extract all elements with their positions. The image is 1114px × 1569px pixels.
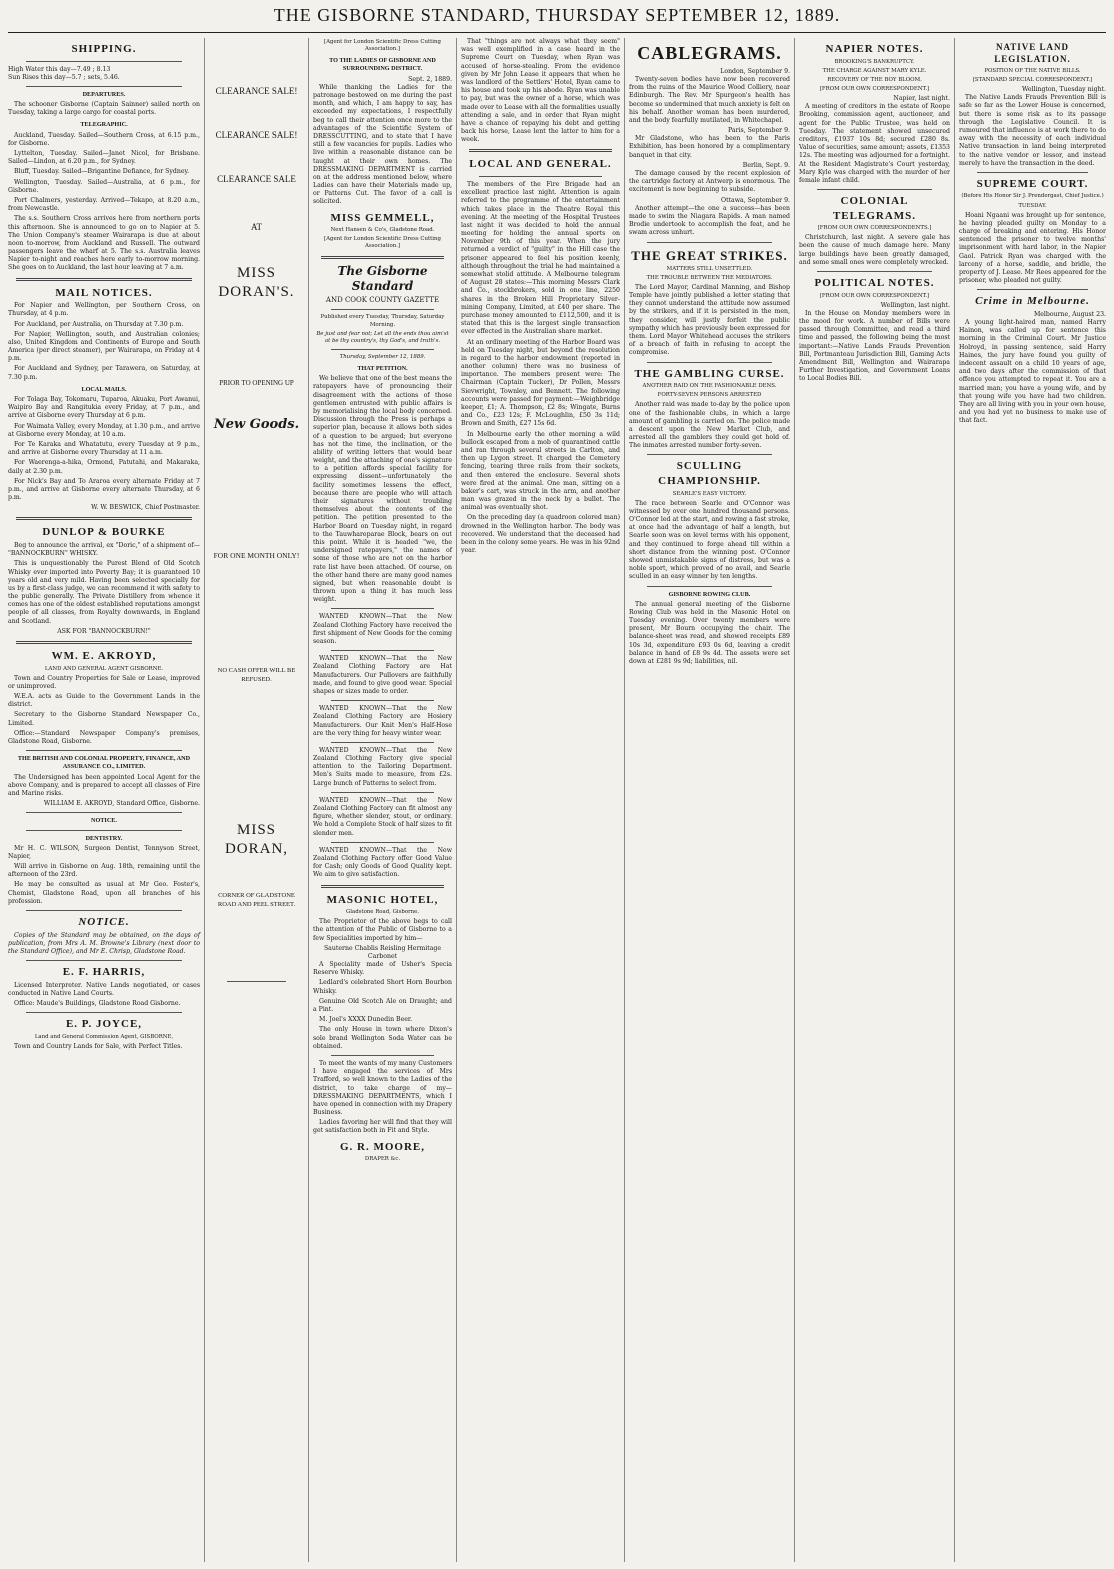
petition-text: We believe that one of the best means the ratepayers have of pronouncing their disagreement with the actions of those gentlemen entrusted with public affairs is by memorialising the local body concerned. Discussion through the Press is perhaps a superior plan, because it allows both sides of a question to be argued; but everyone has not the time, the inclination, or the ability of writing letters that would bear weight, and the attaching of one's signature to a petition affords special facility for expressing dissent—unfortunately the facility sometimes lessens the effect, because there are people who will attach their signatures without troubling themselves about the contents of the petition. The petition presented to the Harbor Board on Tuesday night, in regard to the Tauwhareparae Block, bears on out this point. While it is headed "we, the undersigned ratepayers," the names of some of those who are not on the harbor rate list have been attached. Of course, on the other hand there are many good names signed, but when reasonable doubt is thrown upon a thing it has much less weight. (313, 375, 452, 604)
masonic-address: Gladstone Road, Gisborne. (345, 909, 420, 916)
gemmell-name: MISS GEMMELL, (330, 211, 435, 224)
wanted-known-ad: WANTED KNOWN—That the New Zealand Clothing Factory have received the first shipment of New Goods for the coming season. (313, 613, 452, 646)
divider (26, 812, 182, 813)
akroyd-guide: W.E.A. acts as Guide to the Government Lands in the district. (8, 693, 200, 709)
cablegrams-heading: CABLEGRAMS. (637, 43, 782, 63)
strikes-heading: THE GREAT STRIKES. (631, 247, 788, 263)
high-water: High Water this day—7.49 ; 8.13 (8, 65, 111, 73)
masthead-rule (8, 32, 1106, 33)
telegraphic-item: Bluff, Tuesday. Sailed—Brigantine Defiance, for Sydney. (14, 168, 190, 176)
divider (227, 981, 286, 982)
akroyd-heading: WM. E. AKROYD, (51, 650, 157, 663)
ask-for: ASK FOR "BANNOCKBURN!" (57, 627, 151, 635)
divider (26, 61, 182, 62)
clearance-sale-2: CLEARANCE SALE! (215, 129, 298, 140)
gambling-text: Another raid was made to-day by the police upon one of the fashionable clubs, in which a large amount of gambling is carried on. The police made a descent upon the New Market Club, and arrested all the gamblers they could get hold of. The inmates arrested number forty-seven. (629, 401, 790, 450)
harris-heading: E. F. HARRIS, (62, 966, 146, 979)
local-mail-item: For Nick's Bay and To Araroa every alternate Friday at 7 p.m., and arrive at Gisborne every alternate Thursday, at 6 p.m. (8, 477, 200, 502)
divider (977, 172, 1088, 173)
divider (479, 176, 602, 177)
divider (331, 792, 434, 793)
divider (26, 830, 182, 831)
dunlop-body: This is unquestionably the Purest Blend of Old Scotch Whisky ever imported into Poverty Bay; it is guaranteed 10 years old and very mild. Having been selected specially for us by a first-class judge, we can recommend it with safety to the public generally. The Private Distillery from whence it comes has one of the oldest established reputations amongst people of all classes, from Royalty downwards, in England and Scotland. (8, 560, 200, 625)
local-mail-item: For Waimata Valley, every Monday, at 1.30 p.m., and arrive at Gisborne every Monday, at 10 a.m. (8, 422, 200, 438)
prior-to-opening: PRIOR TO OPENING UP (219, 379, 294, 388)
napier-sub2: THE CHARGE AGAINST MARY KYLE. (822, 67, 927, 74)
sun-times: Sun Rises this day—5.7 ; sets, 5.46. (8, 73, 120, 81)
notice2-heading: NOTICE. (78, 916, 130, 928)
column-6 (794, 38, 954, 1562)
divider (817, 189, 932, 190)
wine-list: Sauterne Chablis Reisling Hermitage Carbonet (323, 944, 442, 960)
shipping-note: The s.s. Southern Cross arrives here from northern ports this afternoon. She is announced to go on to Napier at 5. The Union Company's steamer Wairarapa is due at about noon to-morrow, from Auckland and Russell. The outward passengers leave the wharf at 5. The s.s. Australia leaves Napier to-night and reaches here early to-morrow morning. She goes on to Auckland, the last hour leaving at 7 a.m. (8, 215, 200, 272)
harbor-board-text: At an ordinary meeting of the Harbor Board was held on Tuesday night, but beyond the resolution in regard to the harbor endowment (reported in another column) there was no business of importance. The members present were: The Chairman (Captain Tucker), Dr Pollen, Messrs Sievwright, Townley, and Bennett. The following accounts were passed for payment:—Weighbridge keeper, £1; A. Thompson, £2 8s; Wingate, Burns and Co., £23 12s; F. McLoughlin, £50 3s 11d; Brown and Smith, £27 15s 6d. (461, 338, 620, 428)
agent-note: [Agent for London Scientific Dress Cutting Association.] (324, 39, 441, 53)
postmaster-signature: W. W. BESWICK, Chief Postmaster. (91, 504, 200, 512)
departures-heading: DEPARTURES. (82, 90, 126, 98)
strikes-sub: MATTERS STILL UNSETTLED. (666, 265, 753, 272)
divider (331, 309, 434, 310)
local-general-text: The members of the Fire Brigade had an excellent practice last night. Attention is again referred to the programme of the entertainment which takes place in the Theatre Royal this evening. At the meeting of the Hospital Trustees last night it was decided to hold the annual meeting for holding the annual sports on November 9th of this year. When the jury returned a verdict of "guilty" in the Hill case the prisoner appeared to feel his position keenly, although throughout the trial he had maintained a somewhat stolid attitude. A Melbourne telegram of August 28 states:—This morning Messrs Clark and Co., stockbrokers, sold in one line, 2250 shares in the Broken Hill Proprietary Silver-mining Company, Limited, at £40 per share. The purchase money amounted to £112,500, and it is stated that this is the largest single transaction ever effected in the Australian share market. (461, 180, 620, 336)
colonial-heading: COLONIAL TELEGRAMS. (832, 195, 917, 222)
drowning-text: On the preceding day (a quadroon colored man) drowned in the Wellington harbor. The body was recovered. We understand that the deceased had been in the colony some years. He was in his 92nd year. (461, 514, 620, 555)
new-goods: New Goods. (213, 417, 300, 433)
gambling-sub: ANOTHER RAID ON THE FASHIONABLE DENS. (642, 383, 777, 390)
political-heading: POLITICAL NOTES. (814, 276, 935, 289)
telegraphic-heading: TELEGRAPHIC. (80, 121, 128, 129)
divider (331, 842, 434, 843)
melbourne-bullock-text: In Melbourne early the other morning a wild bullock escaped from a mob of quarantined cattle and ran through several streets in Carlton, and then up Lygon street. It charged the Cemetery fencing, tearing three rails from their sockets, and then entered the enclosure. Several shots were fired at the animal. One man, sitting on a baker's cart, was struck in the arm, and another man was grazed in the neck by a bullet. The animal was eventually shot. (461, 430, 620, 512)
divider (26, 960, 182, 961)
office-line: Office:—Standard Newspaper Company's premises, Gladstone Road, Gisborne. (8, 729, 200, 745)
supreme-text: Hoani Ngaani was brought up for sentence, he having pleaded guilty on Monday to a charge of breaking and entering. His Honor sentenced the prisoner to twelve months' imprisonment with hard labor, in the Napier Gaol. Patrick Ryan was charged with the larceny of a horse, saddle, and bridle, the property of J. Lease. Mr Rees appeared for the prisoner, who pleaded not guilty. (959, 211, 1106, 285)
departures-text: The schooner Gisborne (Captain Sainner) sailed north on Tuesday, taking a large cargo for coastal ports. (8, 101, 200, 117)
dentist-dates: Will arrive in Gisborne on Aug. 18th, remaining until the afternoon of the 23rd. (8, 863, 200, 879)
native-text: The Native Lands Frauds Prevention Bill is safe so far as the Lower House is concerned, but there is some risk as to its passage through the Legislative Council. It is rumoured that influence is at work there to do away with the necessity of each individual Native transaction in land being interpreted to the native vendor or lessor, and instead merely to have the transaction in the deed. (959, 94, 1106, 167)
napier-sub: BROOKING'S BANKRUPTCY. (834, 58, 915, 65)
miss-doran-2: MISS DORAN, (224, 821, 289, 858)
dateline: Thursday, September 12, 1889. (339, 353, 426, 360)
column-3 (308, 38, 456, 1562)
local-mail-item: For Tolaga Bay, Tokomaru, Tuparoa, Akuaku, Port Awanui, Waipiro Bay and Rangitukia every Friday, at 7 p.m., and arrive at Gisborne every Thursday at 6 p.m. (8, 396, 200, 420)
paper-subtitle: AND COOK COUNTY GAZETTE (325, 296, 440, 305)
telegraphic-item: Port Chalmers, yesterday. Arrived—Tekapo, at 8.20 a.m., from Newcastle. (8, 196, 200, 213)
supreme-sub: (Before His Honor Sir J. Prendergast, Chief Justice.) (961, 193, 1104, 200)
rowing-heading: GISBORNE ROWING CLUB. (668, 590, 751, 598)
mail-notices-heading: MAIL NOTICES. (55, 286, 153, 299)
divider (321, 885, 444, 888)
wanted-known-ad: WANTED KNOWN—That the New Zealand Clothing Factory are Hosiery Manufacturers. Our Knit Men's Half-Hose are the very thing for heavy winter wear. (313, 705, 452, 737)
wanted-known-ad: WANTED KNOWN—That the New Zealand Clothing Factory offer Good Value for Cash; only Goods of Good Quality kept. We aim to give satisfaction. (313, 846, 452, 879)
cable-text: Another attempt—the one a success—has been made to swim the Niagara Rapids. A man named Brodie undertook to accomplish the feat, and he swam across unhurt. (629, 204, 790, 237)
paper-title: The Gisborne Standard (337, 263, 428, 294)
article-text: That "things are not always what they seem" was well exemplified in a case heard in the Supreme Court on Tuesday, when Ryan was accused of horse-stealing. From the evidence given by Mr John Lease it appears that when he was landlord of the Settlers' Hotel, Ryan came to his house and took up his abode. Ryan was unable to pay, but was the owner of a horse, which was made over to Lease with all the formalities usually attending a sale, and in order that Ryan might have a chance of repaying his debt and getting back his horse, Lease lent the latter to him for a week. (461, 38, 620, 144)
divider (331, 1055, 434, 1056)
divider (26, 750, 182, 751)
gemmell-note: [Agent for London Scientific Dress Cutting Association.] (324, 236, 441, 250)
joyce-text: Land and General Commission Agent, GISBORNE, (34, 1033, 174, 1040)
trafford-favoring: Ladies favoring her will find that they will get satisfaction both in Fit and Style. (313, 1119, 452, 1135)
divider (331, 349, 434, 350)
masonic-specialty: A Speciality made of Usher's Specia Reserve Whisky. (313, 961, 452, 977)
crime-date: Melbourne, August 23. (1033, 310, 1106, 318)
joyce-lands: Town and Country Lands for Sale, with Perfect Titles. (14, 1042, 183, 1050)
napier-heading: NAPIER NOTES. (825, 43, 924, 55)
rowing-text: The annual general meeting of the Gisborne Rowing Club was held in the Masonic Hotel on Tuesday evening. Over twenty members were present, Mr Bourn occupying the chair. The balance-sheet was read, and showed receipts £89 10s 3d, expenditure £93 0s 6d, leaving a credit balance in hand of £8 9s 4d. The assets were set down at £281 9s 9d; liabilities, nil. (629, 600, 790, 666)
ladies-heading: TO THE LADIES OF GISBORNE AND SURROUNDING DISTRICT. (329, 57, 436, 73)
divider (647, 454, 772, 455)
divider (817, 271, 932, 272)
harris-office: Office: Maude's Buildings, Gladstone Road Gisborne. (14, 999, 181, 1007)
divider (331, 700, 434, 701)
political-corr: [FROM OUR OWN CORRESPONDENT.] (819, 292, 930, 299)
cable-dateline: Ottawa, September 9. (721, 196, 790, 204)
supreme-day: TUESDAY. (1018, 202, 1047, 209)
gemmell-address: Next Hansen & Co's, Gladstone Road. (330, 227, 435, 234)
local-mail-item: For Te Karaka and Whatatutu, every Tuesday at 9 p.m., and arrive at Gisborne every Thursday at 11 a.m. (8, 440, 200, 457)
divider (977, 289, 1088, 290)
cable-dateline: London, September 9. (720, 67, 790, 75)
divider (331, 650, 434, 651)
one-month-only: FOR ONE MONTH ONLY! (213, 551, 300, 561)
supreme-heading: SUPREME COURT. (976, 177, 1089, 190)
ladies-date: Sept. 2, 1889. (408, 75, 452, 83)
joyce-heading: E. P. JOYCE, (65, 1018, 143, 1031)
british-signature: WILLIAM E. AKROYD, Standard Office, Gisborne. (43, 800, 200, 808)
divider (16, 517, 192, 520)
colonial-corr: [FROM OUR OWN CORRESPONDENTS.] (817, 225, 932, 232)
political-date: Wellington, last night. (880, 301, 950, 309)
political-text: In the House on Monday members were in the mood for work. A number of Bills were passed through Committee, and read a third time and passed, the following being the most important:—Native Lands Frauds Prevention Bill, Portmanteau Jurisdiction Bill, Gaming Acts Amendment Bill, Wellington and Wairarapa Further Investigation, and Government Loans to Local Bodies Bill. (799, 309, 950, 383)
masonic-heading: MASONIC HOTEL, (326, 893, 439, 906)
divider (647, 362, 772, 363)
moore-draper: DRAPER &c. (364, 1156, 401, 1163)
cable-dateline: Paris, September 9. (728, 127, 790, 135)
british-heading: THE BRITISH AND COLONIAL PROPERTY, FINANCE, AND ASSURANCE CO., LIMITED. (17, 755, 191, 771)
divider (16, 641, 192, 644)
dunlop-intro: Beg to announce the arrival, ex "Doric," of a shipment of— "BANNOCKBURN" WHISKY. (8, 541, 200, 558)
telegraphic-item: Auckland, Tuesday. Sailed—Southern Cross, at 6.15 p.m., for Gisborne. (8, 131, 200, 147)
shipping-heading: SHIPPING. (71, 43, 137, 55)
divider (647, 242, 772, 243)
sculling-heading: SCULLING CHAMPIONSHIP. (658, 460, 761, 487)
divider (647, 586, 772, 587)
masonic-text: The Proprietor of the above begs to call the attention of the Public of Gisborne to a few Specialities imported by him— (313, 918, 452, 942)
native-date: Wellington, Tuesday night. (1022, 86, 1106, 93)
wanted-known-ad: WANTED KNOWN—That the New Zealand Clothing Factory are Hat Manufacturers. Our Pullovers are faithfully made, and found to give good wear. Special shapes or sizes made to order. (313, 655, 452, 695)
divider (26, 1012, 182, 1013)
secretary-line: Secretary to the Gisborne Standard Newspaper Co., Limited. (8, 711, 200, 727)
petition-heading: THAT PETITION. (357, 365, 408, 373)
wanted-known-ad: WANTED KNOWN—That the New Zealand Clothing Factory can fit almost any figure, whether slender, stout, or ordinary. We hold a Complete Stock of half sizes to fit slender men. (313, 796, 452, 837)
notice2-text: Copies of the Standard may be obtained, on the days of publication, from Mrs A. M. Browne's Library (next door to the Standard Office), and Mr E. Chrisp, Gladstone Road. (8, 931, 200, 955)
column-1 (4, 38, 204, 1562)
napier-date: Napier, last night. (893, 95, 950, 103)
divider (16, 278, 192, 281)
strikes-text: The Lord Mayor, Cardinal Manning, and Bishop Temple have jointly published a letter stating that they cannot understand the attitude now assumed by the strikers, and if it is persisted in the men, they consider, will justly forfeit the public sympathy which has previously been expressed for them. Lord Mayor Whitehead accuses the strikers of a breach of faith in refusing to accept the compromise. (629, 283, 790, 357)
masonic-ale: Genuine Old Scotch Ale on Draught; and a Pint. (313, 997, 452, 1014)
dentistry-heading: DENTISTRY. (85, 834, 123, 842)
no-cash-refused: NO CASH OFFER WILL BE REFUSED. (217, 667, 296, 683)
harris-text: Licensed Interpreter. Native Lands negotiated, or cases conducted in Native Land Courts. (8, 981, 200, 997)
dentist-consult: He may be consulted as usual at Mr Geo. Foster's, Chemist, Gladstone Road, upon all branches of his profession. (8, 881, 200, 905)
masonic-soda: The only House in town where Dixon's sole brand Wellington Soda Water can be obtained. (313, 1026, 452, 1050)
native-corr: [STANDARD SPECIAL CORRESPONDENT.] (972, 76, 1093, 83)
local-mail-item: For Waerenga-a-hika, Ormond, Patutahi, and Makaraka, daily at 2.30 p.m. (8, 459, 200, 475)
divider (26, 86, 182, 87)
cable-text: The damage caused by the recent explosion of the cartridge factory at Antwerp is enormous. The excitement is now beginning to subside. (629, 170, 790, 194)
published-line: Published every Tuesday, Thursday, Saturday Morning. (320, 314, 445, 328)
at-label: AT (251, 221, 262, 232)
sculling-sub: SEARLE'S EASY VICTORY. (672, 490, 747, 497)
local-mails-heading: LOCAL MAILS. (81, 385, 127, 393)
mail-item: For Auckland, per Australia, on Thursday at 7.30 p.m. (14, 320, 184, 328)
column-7 (954, 38, 1110, 1562)
clearance-sale-3: CLEARANCE SALE (217, 173, 296, 184)
native-heading: NATIVE LAND LEGISLATION. (994, 42, 1071, 64)
gambling-heading: THE GAMBLING CURSE. (634, 367, 785, 380)
masonic-beer: M. Joel's XXXX Dunedin Beer. (319, 1016, 413, 1024)
column-5 (624, 38, 794, 1562)
wanted-known-ad: WANTED KNOWN—That the New Zealand Clothing Factory give special attention to the Tailoring Department. Men's Suits made to measure, from £2s. Large bunch of Patterns to select from. (313, 746, 452, 787)
trafford-text: To meet the wants of my many Customers I have engaged the services of Mrs Trafford, so well known to the Ladies of the district, to take charge of my— DRESSMAKING DEPARTMENTS, which I have opened in connection with my Drapery Business. (313, 1059, 452, 1117)
divider (321, 256, 444, 259)
gambling-sub2: FORTY-SEVEN PERSONS ARRESTED (657, 392, 762, 399)
telegraphic-item: Lyttelton, Tuesday. Sailed—Janet Nicol, for Brisbane. Sailed—Lindon, at 6.20 p.m., for Sydney. (8, 150, 200, 166)
napier-text: A meeting of creditors in the estate of Roope Brooking, commission agent, auctioneer, and agent for the Public Trustee, was held on Tuesday. The statement showed unsecured creditors, £1937 10s 8d; secured £280 8s. Value of securities, same amount; assets, £1353 12s. The meeting was adjourned for a fortnight. At the Resident Magistrate's Court yesterday, Mary Kyle was charged with the murder of her female infant child. (799, 103, 950, 184)
cable-dateline: Berlin, Sept. 9. (742, 161, 790, 169)
masthead-title: THE GISBORNE STANDARD, THURSDAY SEPTEMBER 12, 1889. (273, 5, 841, 25)
strikes-sub2: THE TROUBLE BETWEEN THE MEDIATORS. (646, 274, 773, 281)
divider (331, 742, 434, 743)
mail-item: For Napier, Wellington, south, and Australian colonies; also, United Kingdom and Continents of Europe and South America (per direct steamer), per Wairarapa, on Friday at 4 p.m. (8, 330, 200, 363)
divider (469, 149, 612, 152)
divider (26, 910, 182, 911)
crime-text: A young light-haired man, named Harry Hainon, was called up for sentence this morning in the Criminal Court. Mr Justice Holroyd, in passing sentence, said Harry Haines, the jury have found you guilty of indecent assault on a child 10 years of age, and two days after the commission of that offence you attempted to repeat it. You are a married man; you have a young wife, and by that young wife you have had two children. They are all living with you in your own house, and you had yet no business to make use of that fact. (959, 319, 1106, 425)
cable-text: Mr Gladstone, who has been to the Paris Exhibition, has been honored by a complimentary banquet in that city. (629, 135, 790, 159)
masonic-ledlard: Ledlard's celebrated Short Horn Bourbon Whisky. (313, 979, 452, 995)
divider (331, 608, 434, 609)
column-2 (204, 38, 308, 1562)
dentist-text: Mr H. C. WILSON, Surgeon Dentist, Tennyson Street, Napier, (8, 844, 200, 860)
mail-item: For Auckland and Sydney, per Tarawera, on Saturday, at 7.30 p.m. (8, 365, 200, 381)
mail-item: For Napier and Wellington, per Southern Cross, on Thursday, at 4 p.m. (8, 302, 200, 318)
sculling-text: The race between Searle and O'Connor was witnessed by over one hundred thousand persons. O'Connor led at the start, and rowing a fast stroke, at once had the advantage of half a length, but Searle soon was on level terms with his opponent, and they continued to forge ahead till within a short distance from the winning post. O'Connor showed unmistakable signs of distress, but was a noble sport, which proved of no avail, and Searle sculled in an easy winner by ten lengths. (629, 499, 790, 581)
moore-name: G. R. MOORE, (339, 1140, 426, 1153)
ladies-text: While thanking the Ladies for the patronage bestowed on me during the past month, and which, I am happy to say, has exceeded my expectations, I respectfully beg to call their attention once more to the advantages of the Scientific System of DRESSCUTTING, and to state that I have still a few vacancies for pupils. Ladies who live within a reasonable distance can be taught at their own homes. The DRESSMAKING DEPARTMENT is carried on at the address mentioned below, where Ladies can have their Materials made up, or Patterns Cut. The favor of a call is solicited. (313, 83, 452, 206)
motto: Be just and fear not; Let all the ends thou aim'st at be thy country's, thy God's, and truth's. (316, 330, 449, 344)
native-sub: POSITION OF THE NATIVE BILLS. (984, 67, 1081, 74)
dunlop-heading: DUNLOP & BOURKE (42, 526, 166, 539)
cable-text: Twenty-seven bodies have now been recovered from the ruins of the Maurice Wood Colliery, near Edinburgh. The Rev. Mr Spurgeon's health has become so undermined that much anxiety is felt on his behalf. Another woman has been murdered, and the body fearfully mutilated, in Whitechapel. (629, 75, 790, 124)
corner-address: CORNER OF GLADSTONE ROAD AND PEEL STREET. (217, 892, 296, 908)
napier-corr: [FROM OUR OWN CORRESPONDENT.] (819, 85, 930, 92)
colonial-text: Christchurch, last night. A severe gale has been the cause of much damage here. Many large buildings have been greatly damaged, and some small ones were completely wrecked. (799, 234, 950, 266)
crime-heading: Crime in Melbourne. (975, 295, 1090, 308)
miss-doran-heading: MISS DORAN'S. (218, 264, 295, 301)
napier-sub3: RECOVERY OF THE BOY BLOOM. (827, 76, 922, 83)
notice-heading: NOTICE. (91, 817, 117, 825)
telegraphic-item: Wellington, Tuesday. Sailed—Australia, at 6 p.m., for Gisborne. (8, 178, 200, 194)
column-4 (456, 38, 624, 1562)
clearance-sale-1: CLEARANCE SALE! (215, 86, 298, 96)
local-general-heading: LOCAL AND GENERAL. (469, 158, 612, 171)
akroyd-subheading: LAND AND GENERAL AGENT GISBORNE. (44, 665, 164, 672)
british-text: The Undersigned has been appointed Local Agent for the above Company, and is prepared to accept all classes of Fire and Marine risks. (8, 773, 200, 797)
akroyd-text: Town and Country Properties for Sale or Lease, improved or unimproved. (8, 674, 200, 690)
